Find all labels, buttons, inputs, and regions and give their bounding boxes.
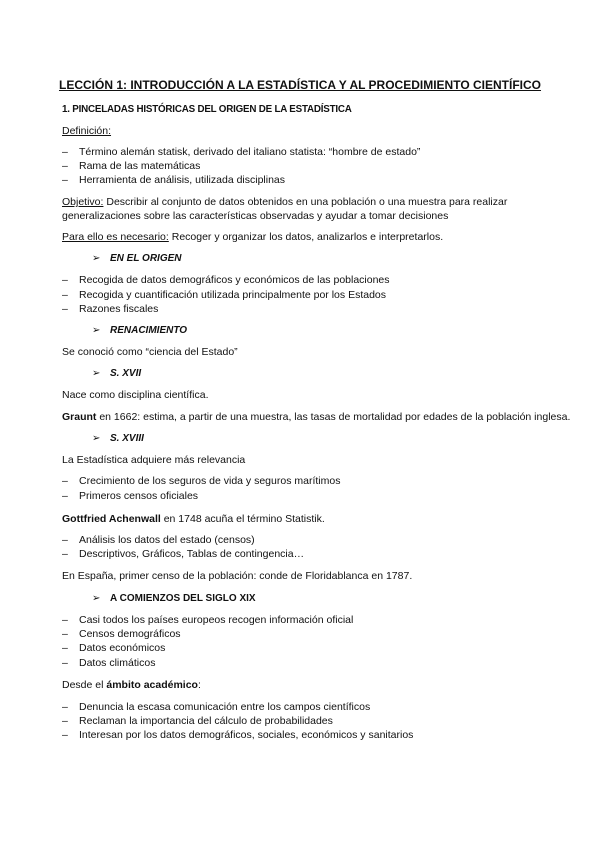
paragraph-text: en 1748 acuña el término Statistik.	[160, 513, 325, 525]
subsection-heading: S. XVII	[110, 368, 142, 379]
bullet-dash: –	[62, 701, 68, 713]
list-item: Descriptivos, Gráficos, Tablas de contingencia…	[79, 548, 305, 560]
paragraph-text: Desde el	[62, 679, 107, 691]
list-item: Término alemán statisk, derivado del italiano statista: “hombre de estado”	[79, 146, 421, 158]
objetivo-paragraph	[62, 196, 507, 209]
necesario-paragraph	[62, 231, 443, 244]
objetivo-label: Objetivo:	[62, 196, 104, 208]
subsection-heading: RENACIMIENTO	[110, 325, 188, 336]
bullet-dash: –	[62, 289, 68, 301]
bullet-dash: –	[62, 534, 68, 546]
arrow-bullet-icon: ➢	[92, 433, 101, 444]
arrow-bullet-icon: ➢	[92, 593, 101, 604]
list-item: Rama de las matemáticas	[79, 160, 201, 172]
definicion-label: Definición:	[62, 125, 112, 137]
subsection-heading: S. XVIII	[110, 433, 144, 444]
paragraph: En España, primer censo de la población: conde de Floridablanca en 1787.	[62, 570, 413, 582]
arrow-bullet-icon: ➢	[92, 253, 101, 264]
list-item: Primeros censos oficiales	[79, 490, 199, 502]
paragraph: La Estadística adquiere más relevancia	[62, 454, 246, 466]
bullet-dash: –	[62, 642, 68, 654]
paragraph: Se conoció como “ciencia del Estado”	[62, 346, 238, 358]
necesario-label: Para ello es necesario:	[62, 231, 169, 243]
objetivo-text-cont: generalizaciones sobre las características observadas y ayudar a tomar decisiones	[62, 210, 449, 222]
bullet-dash: –	[62, 657, 68, 669]
arrow-bullet-icon: ➢	[92, 325, 101, 336]
bullet-dash: –	[62, 303, 68, 315]
achenwall-paragraph	[62, 513, 325, 526]
bullet-dash: –	[62, 715, 68, 727]
subsection-heading: A COMIENZOS DEL SIGLO XIX	[110, 593, 256, 604]
person-name: Graunt	[62, 411, 97, 423]
list-item: Recogida y cuantificación utilizada principalmente por los Estados	[79, 289, 387, 301]
bullet-dash: –	[62, 475, 68, 487]
page-title: LECCIÓN 1: INTRODUCCIÓN A LA ESTADÍSTICA Y AL PROCEDIMIENTO CIENTÍFICO	[58, 78, 542, 92]
paragraph-text: en 1662: estima, a partir de una muestra, las tasas de mortalidad por edades de la población inglesa.	[96, 411, 571, 423]
list-item: Censos demográficos	[79, 628, 181, 640]
graunt-paragraph	[62, 411, 570, 424]
academico-paragraph	[62, 679, 201, 692]
list-item: Crecimiento de los seguros de vida y seguros marítimos	[79, 475, 341, 487]
bullet-dash: –	[62, 548, 68, 560]
bullet-dash: –	[62, 274, 68, 286]
list-item: Herramienta de análisis, utilizada disciplinas	[79, 174, 286, 186]
person-name: Gottfried Achenwall	[62, 513, 161, 525]
bullet-dash: –	[62, 628, 68, 640]
list-item: Razones fiscales	[79, 303, 159, 315]
bullet-dash: –	[62, 174, 68, 186]
objetivo-text: Describir al conjunto de datos obtenidos en una población o una muestra para realizar	[103, 196, 508, 208]
bullet-dash: –	[62, 490, 68, 502]
list-item: Datos climáticos	[79, 657, 156, 669]
paragraph: Nace como disciplina científica.	[62, 389, 209, 401]
bullet-dash: –	[62, 146, 68, 158]
list-item: Casi todos los países europeos recogen información oficial	[79, 614, 354, 626]
bullet-dash: –	[62, 729, 68, 741]
section-heading: 1. PINCELADAS HISTÓRICAS DEL ORIGEN DE LA ESTADÍSTICA	[62, 104, 352, 115]
list-item: Reclaman la importancia del cálculo de probabilidades	[79, 715, 333, 727]
arrow-bullet-icon: ➢	[92, 368, 101, 379]
list-item: Datos económicos	[79, 642, 166, 654]
bullet-dash: –	[62, 160, 68, 172]
emphasis: ámbito académico	[106, 679, 198, 691]
bullet-dash: –	[62, 614, 68, 626]
subsection-heading: EN EL ORIGEN	[110, 253, 182, 264]
list-item: Interesan por los datos demográficos, sociales, económicos y sanitarios	[79, 729, 414, 741]
list-item: Denuncia la escasa comunicación entre los campos científicos	[79, 701, 371, 713]
list-item: Análisis los datos del estado (censos)	[79, 534, 255, 546]
necesario-text: Recoger y organizar los datos, analizarlos e interpretarlos.	[168, 231, 444, 243]
list-item: Recogida de datos demográficos y económicos de las poblaciones	[79, 274, 390, 286]
paragraph-text: :	[197, 679, 201, 691]
